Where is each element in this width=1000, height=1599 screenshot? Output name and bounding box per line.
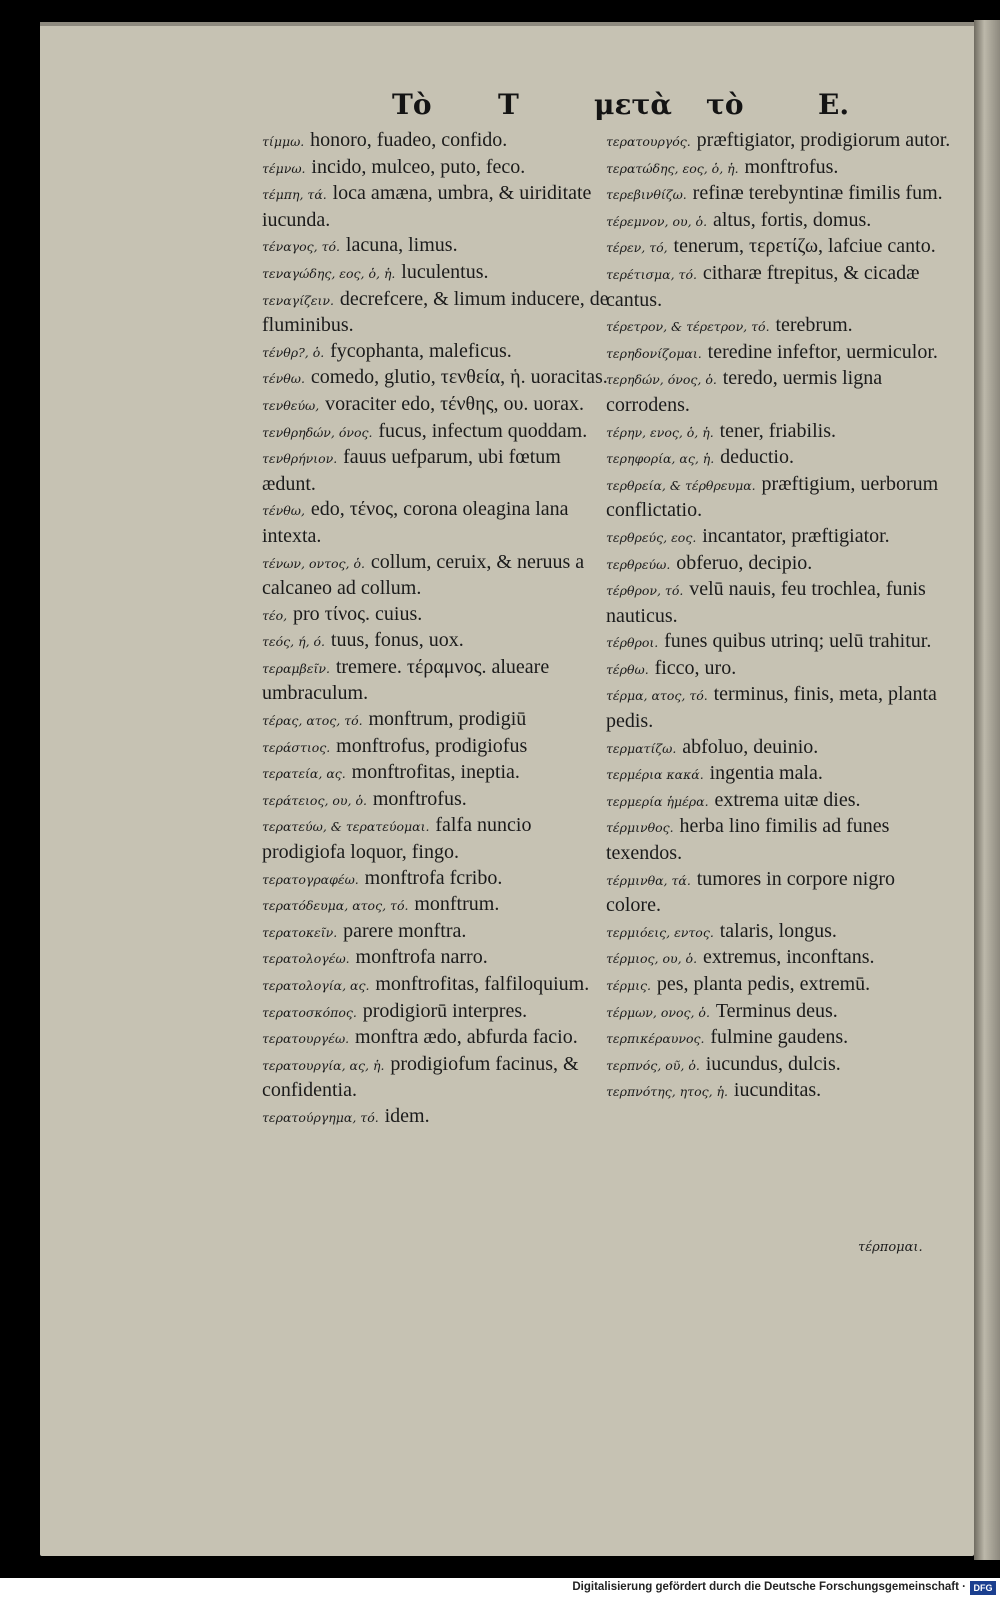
dictionary-entry <box>606 524 951 551</box>
dictionary-entry <box>262 602 612 629</box>
greek-headword: τερθρεύω. <box>606 556 671 572</box>
greek-headword: τερμιόεις, εντος. <box>606 924 714 940</box>
dictionary-entry <box>606 814 951 866</box>
dictionary-entry <box>606 366 951 418</box>
latin-gloss: prodigiorū interpres. <box>362 999 528 1022</box>
dictionary-entry <box>262 866 612 893</box>
dictionary-entry <box>606 155 951 182</box>
greek-headword: τενθεύω, <box>262 397 320 413</box>
latin-gloss: iucundus, dulcis. <box>705 1052 841 1075</box>
latin-gloss: altus, fortis, domus. <box>712 208 872 231</box>
dictionary-entry <box>262 392 612 419</box>
greek-headword: τερατολογία, ας. <box>262 978 370 993</box>
latin-gloss: extremus, inconftans. <box>702 946 875 969</box>
latin-gloss: fauus uefparum, ubi fœtum ædunt. <box>262 446 561 495</box>
greek-headword: τενθρηδών, όνος. <box>262 424 373 440</box>
latin-gloss: terebrum. <box>775 314 853 337</box>
greek-headword: τερατογραφέω. <box>262 871 359 887</box>
greek-headword: τένθω. <box>262 371 305 387</box>
latin-gloss: monftrum, prodigiū <box>368 708 527 731</box>
dictionary-entry <box>262 128 612 155</box>
latin-gloss: talaris, longus. <box>719 919 837 942</box>
greek-headword: τεράτειος, ου, ὁ. <box>262 792 367 808</box>
latin-gloss: teredine infeftor, uermiculor. <box>707 340 938 363</box>
dictionary-entry <box>262 1025 612 1052</box>
dictionary-entry <box>606 682 951 734</box>
dictionary-entry <box>606 867 951 919</box>
latin-gloss: præftigiator, prodigiorum autor. <box>696 129 951 151</box>
dictionary-entry <box>606 656 951 683</box>
greek-headword: τέρμινθα, τά. <box>606 872 691 888</box>
latin-gloss: fulmine gaudens. <box>710 1026 849 1049</box>
greek-headword: τερατολογέω. <box>262 951 350 967</box>
latin-gloss: monftrofus, prodigiofus <box>336 734 528 757</box>
greek-headword: τέρετρον, & τέρετρον, τό. <box>606 319 770 335</box>
latin-gloss: terminus, finis, meta, planta pedis. <box>606 683 937 733</box>
dictionary-entry <box>262 945 612 972</box>
greek-headword: τέρθροι. <box>606 635 659 651</box>
latin-gloss: loca amæna, umbra, & uiriditate iucunda. <box>262 182 592 231</box>
dictionary-entry <box>606 629 951 656</box>
dictionary-entry <box>262 287 612 339</box>
dictionary-entry <box>606 551 951 578</box>
latin-gloss: tener, friabilis. <box>719 419 837 442</box>
greek-headword: τερατούργημα, τό. <box>262 1109 379 1125</box>
greek-headword: τερπικέραυνος. <box>606 1031 705 1047</box>
greek-headword: τερατουργός. <box>606 134 691 149</box>
dictionary-entry <box>262 233 612 260</box>
greek-headword: τερηφορία, ας, ἡ. <box>606 451 715 467</box>
greek-headword: τέρμις. <box>606 978 651 993</box>
greek-headword: τέμπη, τά. <box>262 187 327 203</box>
dictionary-entry <box>262 181 612 233</box>
dictionary-entry <box>262 365 612 392</box>
greek-headword: τερπνός, οῦ, ὁ. <box>606 1057 700 1073</box>
greek-headword: τέρθρον, τό. <box>606 583 684 599</box>
greek-headword: τερπνότης, ητος, ἡ. <box>606 1084 729 1100</box>
greek-headword: τερέτισμα, τό. <box>606 266 697 282</box>
dictionary-entry <box>606 208 951 235</box>
latin-gloss: monftrofa fcribo. <box>364 866 503 889</box>
latin-gloss: incido, mulceo, puto, feco. <box>311 155 526 178</box>
dictionary-entry <box>262 445 612 497</box>
catchword: τέρπομαι. <box>858 1240 923 1255</box>
latin-gloss: voraciter edo, τένθης, ου. uorax. <box>325 392 584 415</box>
latin-gloss: fycophanta, maleficus. <box>330 339 512 362</box>
latin-gloss: monftrofus. <box>372 787 467 810</box>
greek-headword: τερατοσκόπος. <box>262 1004 357 1020</box>
running-head-word-5: Ε. <box>818 88 850 121</box>
latin-gloss: monftrofitas, falfiloquium. <box>375 973 590 995</box>
dictionary-entry <box>262 813 612 865</box>
greek-headword: τένθω, <box>262 503 305 519</box>
running-head-word-1: Τὸ <box>392 88 432 121</box>
greek-headword: τέο, <box>262 607 288 623</box>
dictionary-entry <box>262 999 612 1026</box>
greek-headword: τερατουργέω. <box>262 1031 350 1047</box>
latin-gloss: ingentia mala. <box>709 762 823 785</box>
dictionary-entry <box>262 707 612 734</box>
right-column <box>606 128 951 1105</box>
greek-headword: τερατεύω, & τερατεύομαι. <box>262 819 430 835</box>
greek-headword: τέμνω. <box>262 160 306 176</box>
greek-headword: τερηδών, όνος, ὁ. <box>606 372 717 388</box>
dictionary-entry <box>262 1104 612 1131</box>
dictionary-entry <box>606 261 951 313</box>
greek-headword: τερατόδευμα, ατος, τό. <box>262 898 409 914</box>
footer-credit: Digitalisierung gefördert durch die Deutsche Forschungsgemeinschaft · <box>572 1581 966 1593</box>
latin-gloss: decrefcere, & limum inducere, de fluminibus. <box>262 287 609 337</box>
dictionary-entry <box>262 655 612 707</box>
latin-gloss: monftrum. <box>414 893 500 916</box>
latin-gloss: tuus, fonus, uox. <box>330 629 464 652</box>
latin-gloss: fucus, infectum quoddam. <box>378 419 588 442</box>
latin-gloss: idem. <box>384 1104 430 1127</box>
latin-gloss: monftrofitas, ineptia. <box>351 761 520 784</box>
greek-headword: τέρθω. <box>606 661 649 677</box>
latin-gloss: monftra ædo, abfurda facio. <box>355 1026 578 1049</box>
greek-headword: τερματίζω. <box>606 740 677 756</box>
dictionary-entry <box>262 787 612 814</box>
dictionary-entry <box>262 919 612 946</box>
greek-headword: τένων, οντος, ὁ. <box>262 555 365 571</box>
greek-headword: τερατουργία, ας, ἡ. <box>262 1057 385 1073</box>
page-top-shadow <box>40 22 974 26</box>
dictionary-entry <box>606 945 951 972</box>
latin-gloss: Terminus deus. <box>715 999 838 1022</box>
greek-headword: τεός, ή, ό. <box>262 634 326 650</box>
running-head-word-4: τὸ <box>706 88 744 121</box>
greek-headword: τεραμβεῖν. <box>262 660 330 676</box>
latin-gloss: iucunditas. <box>733 1079 822 1102</box>
left-column <box>262 128 612 1131</box>
latin-gloss: parere monftra. <box>343 919 467 942</box>
latin-gloss: refinæ terebyntinæ fimilis fum. <box>692 182 943 205</box>
latin-gloss: præftigium, uerborum conflictatio. <box>606 472 939 522</box>
greek-headword: τέναγος, τό. <box>262 239 341 255</box>
dictionary-entry <box>606 788 951 815</box>
book-edge <box>974 20 1000 1560</box>
dictionary-entry <box>606 1025 951 1052</box>
dictionary-entry <box>606 1052 951 1079</box>
greek-headword: τερθρεύς, εος. <box>606 529 697 545</box>
latin-gloss: falfa nuncio prodigiofa loquor, fingo. <box>262 814 532 864</box>
greek-headword: τεναγώδης, εος, ὁ, ἡ. <box>262 265 396 281</box>
running-head-word-3: μετὰ <box>594 88 672 121</box>
dictionary-entry <box>262 497 612 549</box>
latin-gloss: incantator, præftigiator. <box>702 524 890 547</box>
dfg-logo: DFG <box>970 1581 996 1595</box>
latin-gloss: abfoluo, deuinio. <box>682 735 819 758</box>
latin-gloss: pes, planta pedis, extremū. <box>656 973 871 995</box>
running-head-word-2: Τ <box>498 88 519 121</box>
latin-gloss: tremere. τέραμνος. alueare umbraculum. <box>262 655 550 705</box>
greek-headword: τερμέρια κακά. <box>606 767 704 783</box>
latin-gloss: funes quibus utrinq; uelū trahitur. <box>664 630 932 653</box>
dictionary-entry <box>606 419 951 446</box>
greek-headword: τέρμινθος. <box>606 820 674 836</box>
greek-headword: τεράστιος. <box>262 739 331 755</box>
greek-headword: τέρεν, τό, <box>606 240 668 256</box>
dictionary-entry <box>606 472 951 524</box>
greek-headword: τερεβινθίζω. <box>606 187 687 203</box>
dictionary-entry <box>262 1052 612 1104</box>
dictionary-entry <box>606 761 951 788</box>
latin-gloss: honoro, fuadeo, confido. <box>310 129 508 151</box>
greek-headword: τερατώδης, εος, ὁ, ἡ. <box>606 160 739 176</box>
dictionary-entry <box>606 735 951 762</box>
greek-headword: τέρας, ατος, τό. <box>262 713 363 729</box>
dictionary-entry <box>606 999 951 1026</box>
latin-gloss: comedo, glutio, τενθεία, ἡ. uoracitas. <box>310 366 608 389</box>
dictionary-entry <box>606 181 951 208</box>
dictionary-entry <box>262 628 612 655</box>
latin-gloss: deductio. <box>720 446 794 469</box>
dictionary-entry <box>606 128 951 155</box>
dictionary-entry <box>262 760 612 787</box>
latin-gloss: collum, ceruix, & neruus a calcaneo ad collum. <box>262 550 585 600</box>
dictionary-entry <box>606 340 951 367</box>
latin-gloss: lacuna, limus. <box>345 234 458 257</box>
greek-headword: τίμμω. <box>262 134 305 149</box>
dictionary-entry <box>262 734 612 761</box>
latin-gloss: citharæ ftrepitus, & cicadæ cantus. <box>606 261 920 311</box>
latin-gloss: pro τίνος. cuius. <box>293 602 423 625</box>
greek-headword: τένθρ?, ὁ. <box>262 344 325 360</box>
greek-headword: τέρην, ενος, ὁ, ἡ. <box>606 424 714 440</box>
latin-gloss: extrema uitæ dies. <box>714 788 861 811</box>
latin-gloss: tumores in corpore nigro colore. <box>606 867 896 917</box>
latin-gloss: monftrofa narro. <box>355 946 488 969</box>
latin-gloss: tenerum, τερετίζω, lafciue canto. <box>673 235 936 258</box>
dictionary-entry <box>262 155 612 182</box>
greek-headword: τερηδονίζομαι. <box>606 345 702 361</box>
latin-gloss: teredo, uermis ligna corrodens. <box>606 367 883 416</box>
greek-headword: τέρμα, ατος, τό. <box>606 688 708 704</box>
greek-headword: τερατεία, ας. <box>262 766 346 782</box>
greek-headword: τερμερία ἡμέρα. <box>606 793 709 809</box>
dictionary-entry <box>606 445 951 472</box>
greek-headword: τερατοκεῖν. <box>262 924 338 940</box>
dictionary-entry <box>262 892 612 919</box>
latin-gloss: edo, τένος, corona oleagina lana intexta. <box>262 498 569 547</box>
greek-headword: τερθρεία, & τέρθρευμα. <box>606 477 756 493</box>
greek-headword: τέρμιος, ου, ὁ. <box>606 951 698 967</box>
latin-gloss: luculentus. <box>401 260 489 283</box>
greek-headword: τενθρήνιον. <box>262 451 338 467</box>
dictionary-entry <box>262 972 612 999</box>
latin-gloss: herba lino fimilis ad funes texendos. <box>606 815 890 865</box>
greek-headword: τέρμων, ονος, ὁ. <box>606 1004 710 1020</box>
latin-gloss: monftrofus. <box>744 155 839 178</box>
dictionary-entry <box>262 339 612 366</box>
footer-bar <box>0 1578 1000 1599</box>
greek-headword: τέρεμνον, ου, ὁ. <box>606 213 708 229</box>
dictionary-entry <box>606 313 951 340</box>
running-head <box>0 88 1000 128</box>
dictionary-entry <box>262 260 612 287</box>
latin-gloss: ficco, uro. <box>654 656 737 679</box>
dictionary-entry <box>606 1078 951 1105</box>
dictionary-entry <box>606 234 951 261</box>
latin-gloss: prodigiofum facinus, & confidentia. <box>262 1052 579 1102</box>
latin-gloss: obferuo, decipio. <box>676 551 813 574</box>
dictionary-entry <box>606 919 951 946</box>
greek-headword: τεναγίζειν. <box>262 292 334 308</box>
dictionary-entry <box>262 419 612 446</box>
dictionary-entry <box>606 577 951 629</box>
dictionary-entry <box>606 972 951 999</box>
latin-gloss: velū nauis, feu trochlea, funis nauticus. <box>606 578 926 627</box>
dictionary-entry <box>262 550 612 602</box>
